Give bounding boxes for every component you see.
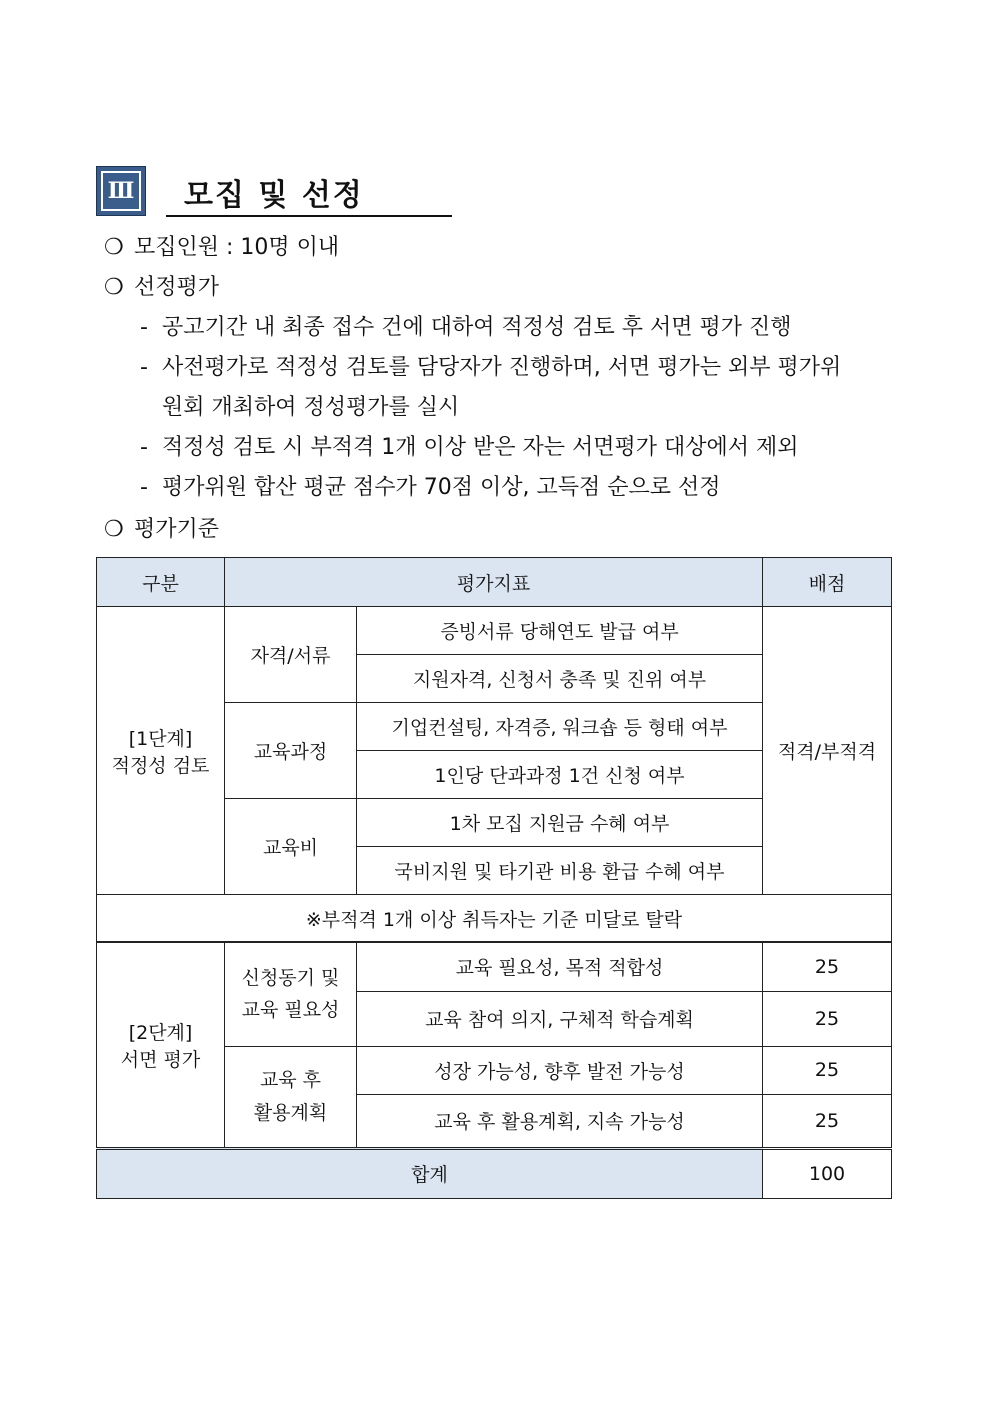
stage1-score: 적격/부적격 [763, 607, 892, 895]
bullet-text: 평가기준 [134, 517, 220, 542]
stage2-label-line2: 서면 평가 [120, 1048, 201, 1071]
score-cell: 25 [763, 942, 892, 991]
table-header-row [97, 558, 892, 607]
sub-item-continuation [162, 390, 459, 421]
indicator-cell: 교육 참여 의지, 구체적 학습계획 [357, 991, 763, 1046]
sub-item [140, 310, 791, 341]
bullet-selection [104, 270, 219, 301]
section-title-underline [166, 215, 452, 217]
group-name-line2: 활용계획 [253, 1101, 328, 1124]
stage1-label-line1: [1단계] [128, 727, 193, 750]
total-score: 100 [763, 1148, 892, 1198]
sub-item-text: 평가위원 합산 평균 점수가 70점 이상, 고득점 순으로 선정 [162, 475, 721, 500]
table-row [97, 607, 892, 655]
sub-item [140, 350, 841, 381]
sub-item-text: 원회 개최하여 정성평가를 실시 [162, 395, 460, 420]
score-cell: 25 [763, 991, 892, 1046]
total-row [97, 1148, 892, 1198]
bullet-text: 모집인원 : 10명 이내 [134, 235, 340, 260]
dash-marker: - [140, 435, 148, 460]
indicator-cell: 1인당 단과과정 1건 신청 여부 [357, 751, 763, 799]
bullet-recruitment [104, 230, 339, 261]
stage1-label [97, 607, 225, 895]
indicator-cell: 기업컨설팅, 자격증, 워크숍 등 형태 여부 [357, 703, 763, 751]
stage2-label-line1: [2단계] [128, 1021, 193, 1044]
note-row [97, 895, 892, 943]
score-cell: 25 [763, 1094, 892, 1148]
bullet-circle-icon: ❍ [104, 517, 124, 542]
group-name-line1: 교육 후 [259, 1069, 322, 1092]
section-header [96, 166, 456, 220]
score-cell: 25 [763, 1046, 892, 1094]
criteria-table [96, 557, 892, 1199]
disqualification-note: ※부적격 1개 이상 취득자는 기준 미달로 탈락 [97, 895, 892, 943]
table-row [97, 942, 892, 991]
sub-item-text: 사전평가로 적정성 검토를 담당자가 진행하며, 서면 평가는 외부 평가위 [162, 355, 842, 380]
stage1-label-line2: 적정성 검토 [111, 754, 210, 777]
dash-marker: - [140, 475, 148, 500]
group-name [225, 942, 357, 1046]
header-score: 배점 [763, 558, 892, 607]
dash-marker: - [140, 355, 148, 380]
sub-item [140, 470, 720, 501]
group-name-line2: 교육 필요성 [241, 999, 340, 1022]
bullet-circle-icon: ❍ [104, 235, 124, 260]
section-number-box [96, 166, 146, 216]
sub-item-text: 적정성 검토 시 부적격 1개 이상 받은 자는 서면평가 대상에서 제외 [162, 435, 799, 460]
header-indicator: 평가지표 [225, 558, 763, 607]
bullet-circle-icon: ❍ [104, 275, 124, 300]
indicator-cell: 교육 필요성, 목적 적합성 [357, 942, 763, 991]
sub-item-text: 공고기간 내 최종 접수 건에 대하여 적정성 검토 후 서면 평가 진행 [162, 315, 792, 340]
indicator-cell: 국비지원 및 타기관 비용 환급 수혜 여부 [357, 847, 763, 895]
bullet-text: 선정평가 [134, 275, 220, 300]
section-title: 모집 및 선정 [184, 178, 364, 213]
group-name-line1: 신청동기 및 [241, 966, 340, 989]
bullet-criteria [104, 512, 219, 543]
indicator-cell: 지원자격, 신청서 충족 및 진위 여부 [357, 655, 763, 703]
group-name [225, 1046, 357, 1148]
dash-marker: - [140, 315, 148, 340]
group-name: 교육과정 [225, 703, 357, 799]
stage2-label [97, 942, 225, 1148]
indicator-cell: 증빙서류 당해연도 발급 여부 [357, 607, 763, 655]
indicator-cell: 1차 모집 지원금 수혜 여부 [357, 799, 763, 847]
group-name: 자격/서류 [225, 607, 357, 703]
section-number: Ⅲ [101, 171, 141, 211]
group-name: 교육비 [225, 799, 357, 895]
sub-item [140, 430, 798, 461]
total-label: 합계 [97, 1148, 763, 1198]
indicator-cell: 교육 후 활용계획, 지속 가능성 [357, 1094, 763, 1148]
indicator-cell: 성장 가능성, 향후 발전 가능성 [357, 1046, 763, 1094]
header-category: 구분 [97, 558, 225, 607]
